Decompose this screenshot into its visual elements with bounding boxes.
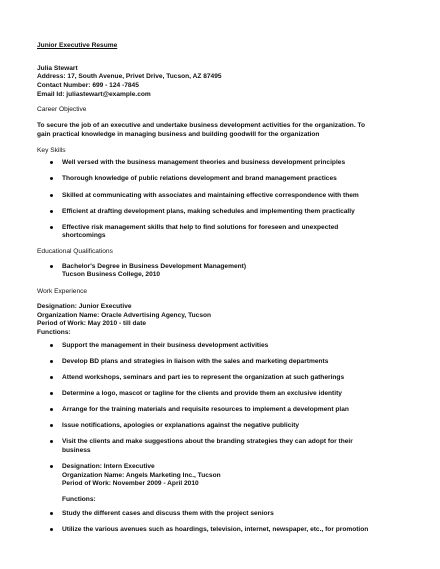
college: Tucson Business College, 2010 bbox=[62, 271, 161, 278]
work-period: Period of Work: May 2010 - till date bbox=[37, 320, 147, 327]
bullet-icon bbox=[50, 465, 53, 468]
objective-heading: Career Objective bbox=[37, 106, 87, 113]
list-item-continuation: business bbox=[62, 447, 91, 454]
email: Email Id: juliastewart@example.com bbox=[37, 91, 151, 98]
bullet-icon bbox=[50, 392, 53, 395]
applicant-name: Julia Stewart bbox=[37, 65, 78, 72]
bullet-icon bbox=[50, 360, 53, 363]
intern-period: Period of Work: November 2009 - April 2010 bbox=[62, 480, 199, 487]
skills-heading: Key Skills bbox=[37, 147, 66, 154]
bullet-icon bbox=[50, 424, 53, 427]
bullet-icon bbox=[50, 194, 53, 197]
bullet-icon bbox=[50, 440, 53, 443]
education-heading: Educational Qualifications bbox=[37, 248, 113, 255]
phone: Contact Number: 699 - 124 -7845 bbox=[37, 82, 139, 89]
objective-line-1: To secure the job of an executive and undertake business development activities for the organization. To bbox=[37, 122, 366, 129]
work-heading: Work Experience bbox=[37, 288, 88, 295]
resume-page: Junior Executive Resume Julia Stewart Address: 17, South Avenue, Privet Drive, Tucson, AZ 87495 Contact Number: 699 - 124 -7845 Email Id: juliastewart@example.com Career Objective To secure the job of an executive and undertake business development activities for the organization. To gain practical knowledge in managing business and building goodwill for the organization Key Skills Well versed with the business management theories and business development principles Thorough knowledge of public relations development and brand management practices Skilled at communicating with associates and maintaining effective correspondence with them Efficient at drafting development plans, making schedules and implementing them practically Effective risk management skills that help to find solutions for foreseen and unexpected shortcomings Educational Qualifications Bachelor's Degree in Business Development Management) Tucson Business College, 2010 Work Experience Designation: Junior Executive Organization Name: Oracle Advertising Agency, Tucson Period of Work: May 2010 - till date Functions: Support the management in their business development activities Develop BD plans and strategies in liaison with the sales and marketing departments Attend workshops, seminars and part ies to represent the organization at such gatherings Determine a logo, mascot or tagline for the clients and provide them an exclusive identity Arrange for the training materials and requisite resources to implement a development plan Issue notifications, apologies or explanations against the negative publicity Visit the clients and make suggestions about the branding strategies they can adopt for their business Designation: Intern Executive Organization Name: Angels Marketing Inc., Tucson Period of Work: November 2009 - April 2010 Functions: Study the different cases and discuss them with the project seniors Utilize the various avenues such as hoardings, television, internet, newspaper, etc., for promotion bbox=[0, 0, 440, 569]
bullet-icon bbox=[50, 512, 53, 515]
designation: Designation: Junior Executive bbox=[37, 303, 132, 310]
bullet-icon bbox=[50, 226, 53, 229]
bullet-icon bbox=[50, 177, 53, 180]
list-item-continuation: shortcomings bbox=[62, 232, 106, 239]
organization: Organization Name: Oracle Advertising Agency, Tucson bbox=[37, 312, 212, 319]
bullet-icon bbox=[50, 528, 53, 531]
bullet-icon bbox=[50, 408, 53, 411]
intern-functions-label: Functions: bbox=[62, 496, 96, 503]
bullet-icon bbox=[50, 161, 53, 164]
bullet-icon bbox=[50, 265, 53, 268]
bullet-icon bbox=[50, 344, 53, 347]
intern-organization: Organization Name: Angels Marketing Inc., Tucson bbox=[62, 472, 221, 479]
bullet-icon bbox=[50, 376, 53, 379]
document-title: Junior Executive Resume bbox=[37, 42, 118, 49]
objective-line-2: gain practical knowledge in managing business and building goodwill for the organization bbox=[37, 131, 320, 138]
functions-label: Functions: bbox=[37, 329, 71, 336]
bullet-icon bbox=[50, 210, 53, 213]
address: Address: 17, South Avenue, Privet Drive, Tucson, AZ 87495 bbox=[37, 73, 222, 80]
